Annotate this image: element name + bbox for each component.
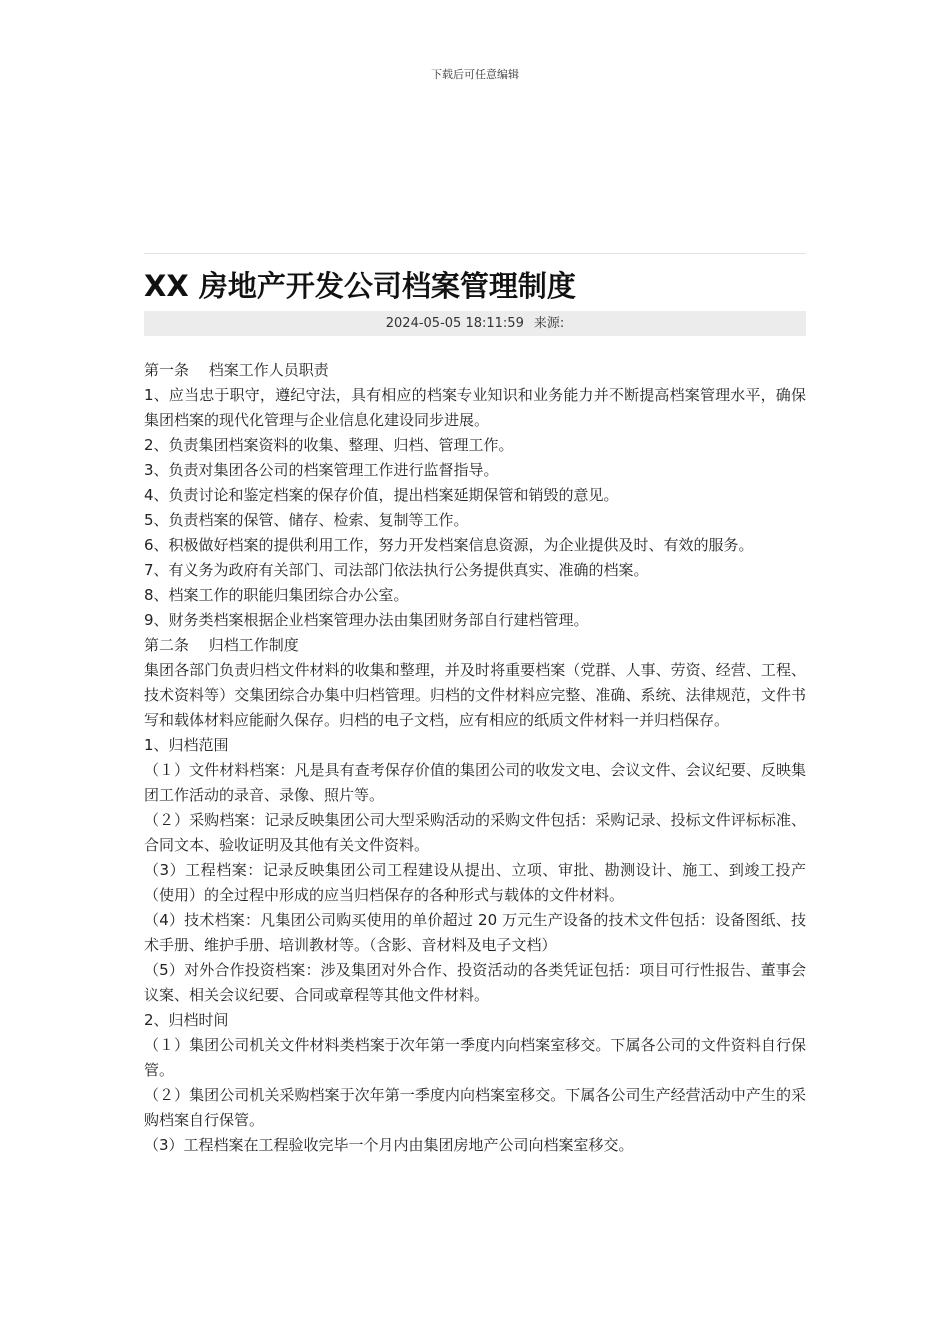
paragraph: 7、有义务为政府有关部门、司法部门依法执行公务提供真实、准确的档案。 [144, 561, 649, 579]
article-body [144, 358, 806, 1158]
subsection-heading: 1、归档范围 [144, 736, 229, 754]
paragraph: （5）对外合作投资档案：涉及集团对外合作、投资活动的各类凭证包括：项目可行性报告、董事会议案、相关会议纪要、合同或章程等其他文件材料。 [144, 961, 806, 1004]
paragraph: （１）集团公司机关文件材料类档案于次年第一季度内向档案室移交。下属各公司的文件资料自行保管。 [144, 1036, 806, 1079]
paragraph: 4、负责讨论和鉴定档案的保存价值，提出档案延期保管和销毁的意见。 [144, 486, 619, 504]
paragraph: 集团各部门负责归档文件材料的收集和整理，并及时将重要档案（党群、人事、劳资、经营、工程、技术资料等）交集团综合办集中归档管理。归档的文件材料应完整、准确、系统、法律规范，文件书写和载体材料应能耐久保存。归档的电子文档，应有相应的纸质文件材料一并归档保存。 [144, 661, 806, 729]
paragraph: （１）文件材料档案：凡是具有查考保存价值的集团公司的收发文电、会议文件、会议纪要、反映集团工作活动的录音、录像、照片等。 [144, 761, 806, 804]
section-heading: 第二条 归档工作制度 [144, 636, 299, 654]
paragraph: 3、负责对集团各公司的档案管理工作进行监督指导。 [144, 461, 499, 479]
paragraph: 6、积极做好档案的提供利用工作，努力开发档案信息资源，为企业提供及时、有效的服务。 [144, 536, 754, 554]
page-title: XX 房地产开发公司档案管理制度 [144, 269, 576, 303]
paragraph: 1、应当忠于职守，遵纪守法，具有相应的档案专业知识和业务能力并不断提高档案管理水平，确保集团档案的现代化管理与企业信息化建设同步进展。 [144, 386, 806, 429]
paragraph: 9、财务类档案根据企业档案管理办法由集团财务部自行建档管理。 [144, 611, 589, 629]
subsection-heading: 2、归档时间 [144, 1011, 229, 1029]
publish-datetime: 2024-05-05 18:11:59 [385, 316, 524, 331]
paragraph: （２）集团公司机关采购档案于次年第一季度内向档案室移交。下属各公司生产经营活动中产生的采购档案自行保管。 [144, 1086, 806, 1129]
paragraph: 5、负责档案的保管、储存、检索、复制等工作。 [144, 511, 469, 529]
paragraph: （２）采购档案：记录反映集团公司大型采购活动的采购文件包括：采购记录、投标文件评标标准、合同文本、验收证明及其他有关文件资料。 [144, 811, 806, 854]
paragraph: 2、负责集团档案资料的收集、整理、归档、管理工作。 [144, 436, 514, 454]
paragraph: （3）工程档案：记录反映集团公司工程建设从提出、立项、审批、勘测设计、施工、到竣工投产（使用）的全过程中形成的应当归档保存的各种形式与载体的文件材料。 [144, 861, 806, 904]
paragraph: （3）工程档案在工程验收完毕一个月内由集团房地产公司向档案室移交。 [144, 1136, 634, 1154]
source-label: 来源: [533, 316, 565, 331]
header-divider [144, 253, 806, 254]
article-meta-bar [144, 311, 806, 336]
header-note: 下载后可任意编辑 [431, 68, 519, 81]
paragraph: 8、档案工作的职能归集团综合办公室。 [144, 586, 409, 604]
section-heading: 第一条 档案工作人员职责 [144, 361, 329, 379]
paragraph: （4）技术档案：凡集团公司购买使用的单价超过 20 万元生产设备的技术文件包括：设备图纸、技术手册、维护手册、培训教材等。（含影、音材料及电子文档） [144, 911, 806, 954]
